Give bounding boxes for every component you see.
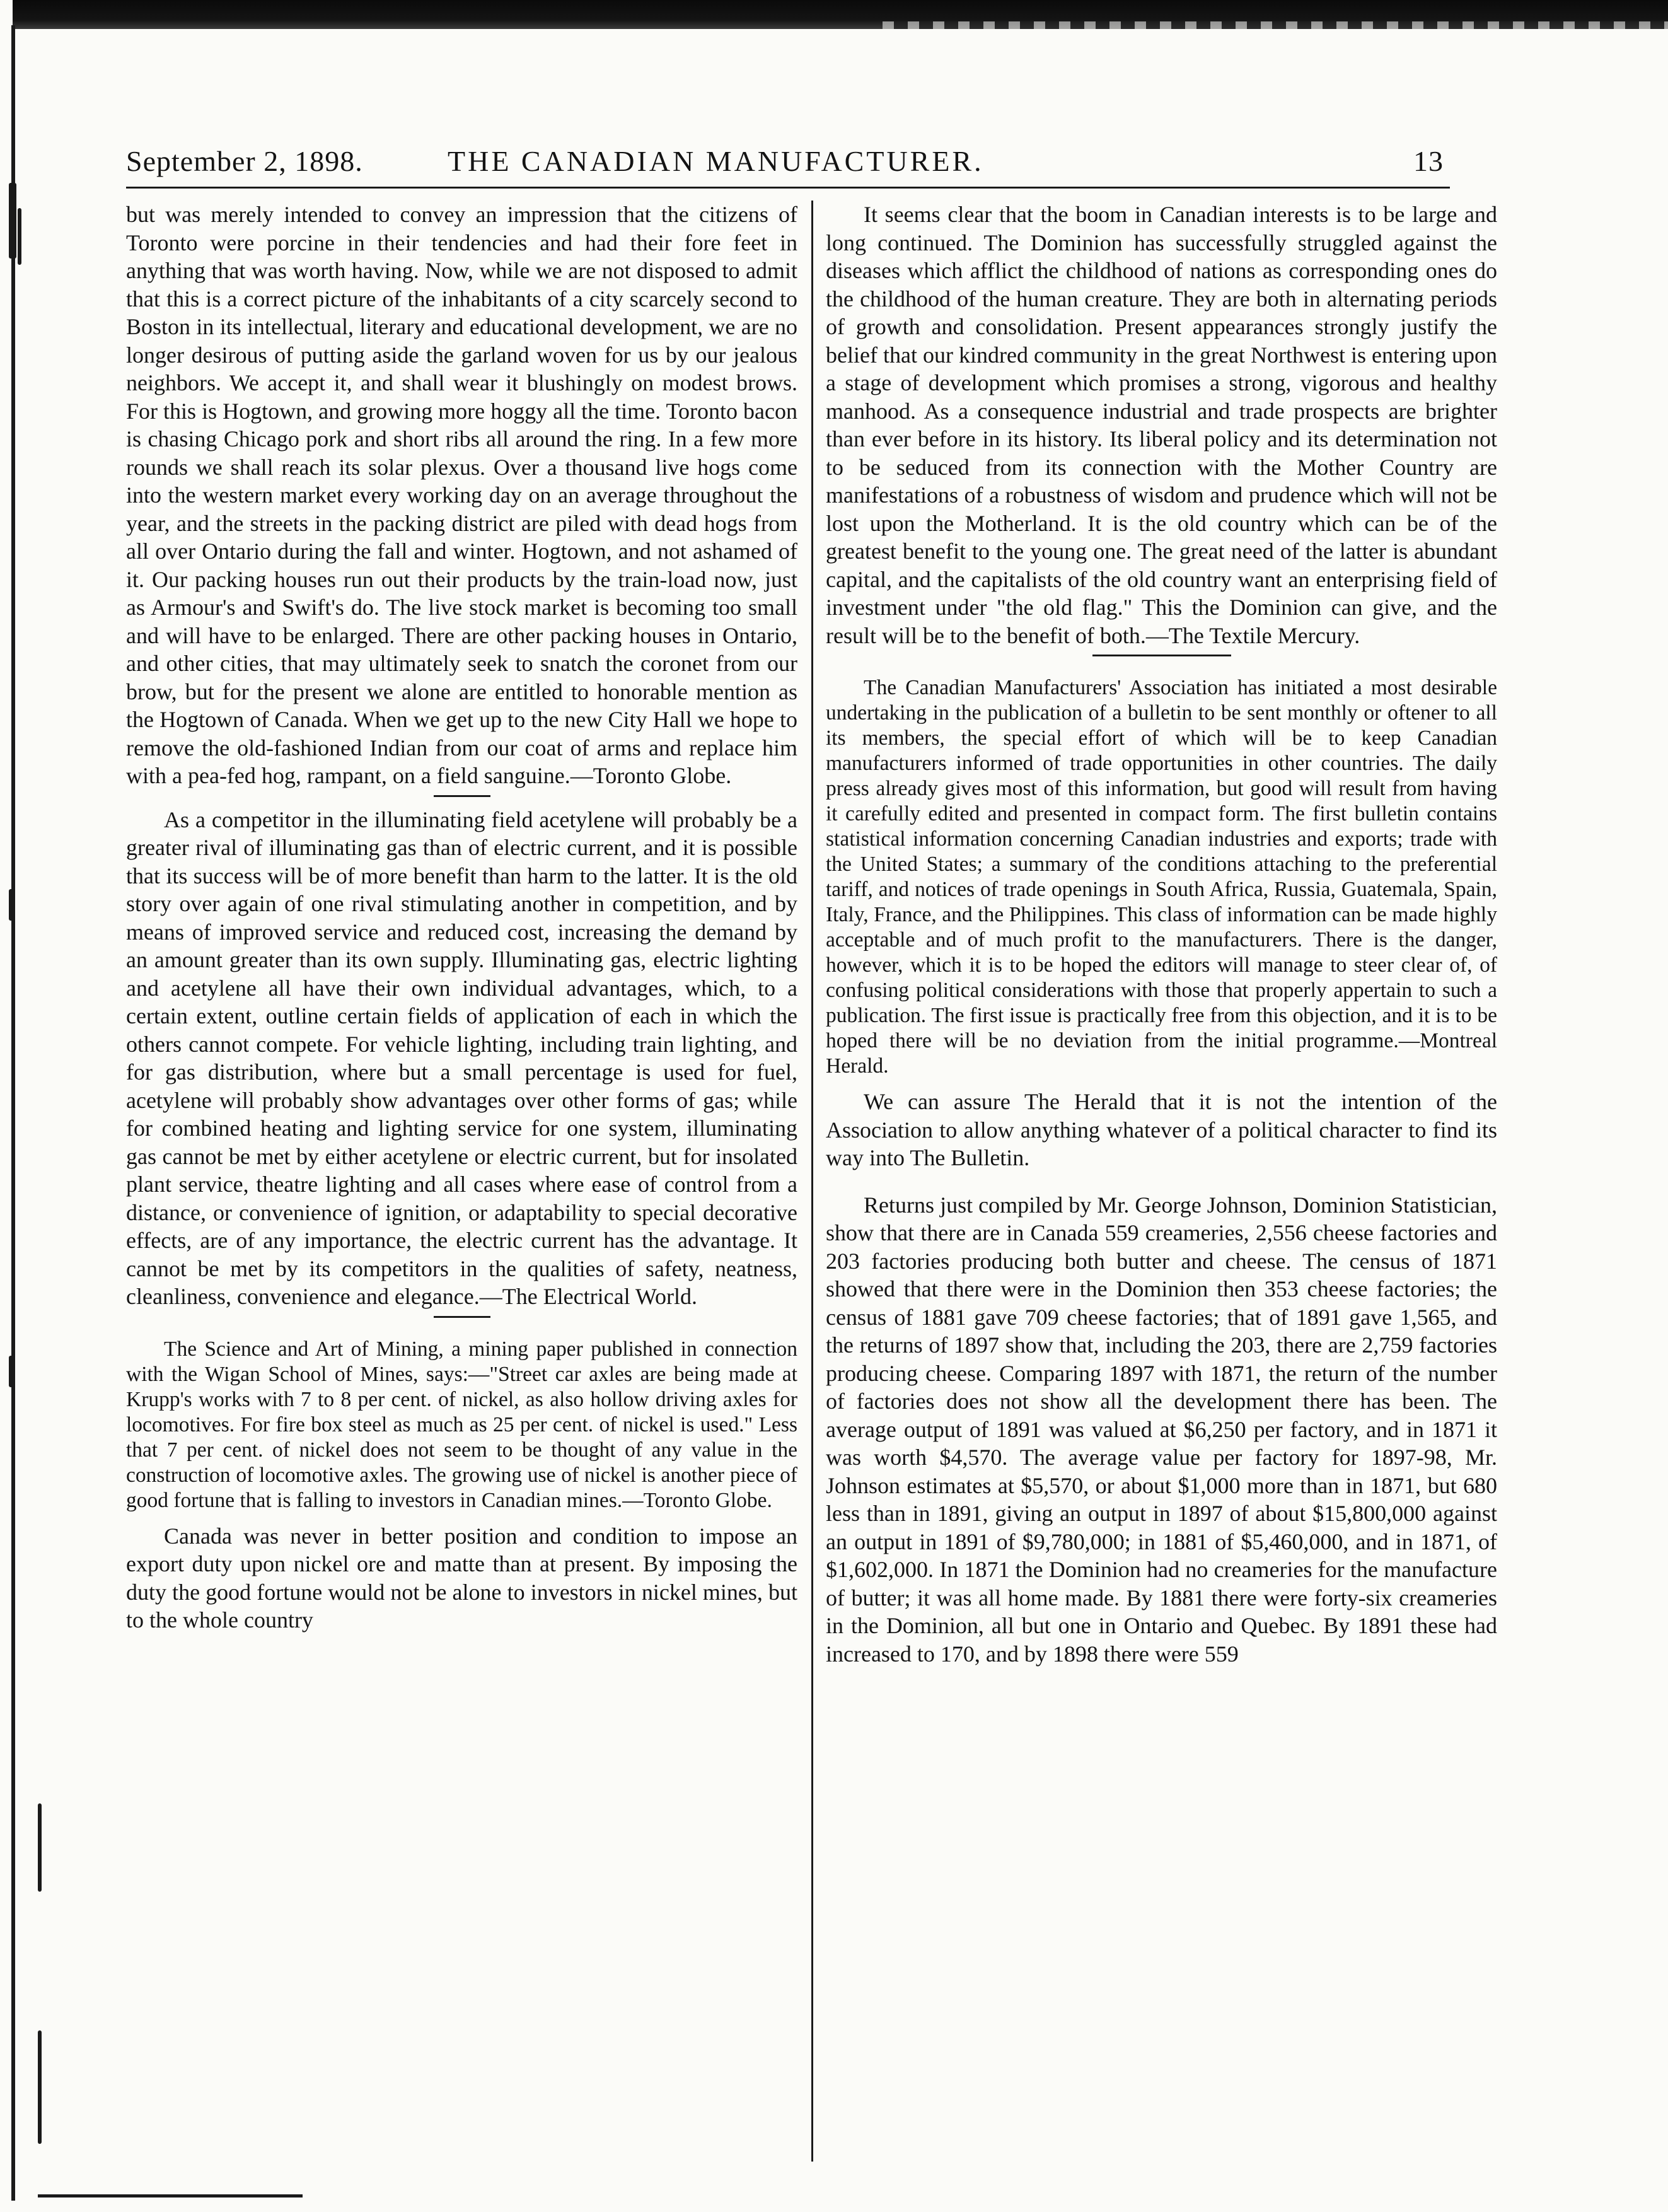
article-divider xyxy=(434,795,490,797)
article-divider xyxy=(434,1316,490,1318)
article-divider xyxy=(1092,655,1231,656)
article-creameries-cheese: Returns just compiled by Mr. George Johnson, Dominion Statistician, show that there are in Canada 559 creameries, 2,556 cheese factories and 203 factories producing both butter and cheese. The census of 1871 showed that there were in the Dominion then 353 cheese factories; the census of 1881 gave 709 cheese factories; that of 1891 gave 1,565, and the returns of 1897 show that, including the 203, there are 2,759 factories producing cheese. Comparing 1897 with 1871, the return of the number of factories does not show all the development there has been. The average output of 1891 was valued at $6,250 per factory, and in 1871 it was worth $4,570. The average value per factory for 1897-98, Mr. Johnson estimates at $5,570, or about $1,000 more than in 1871, but 680 less than in 1891, giving an output in 1897 of about $15,800,000 against an output in 1891 of $9,780,000; in 1881 of $5,460,000, and in 1871, of $1,602,000. In 1871 the Dominion had no creameries for the manufacture of butter; it was all home made. By 1881 there were forty-six creameries in the Dominion, all but one in Ontario and Quebec. By 1891 these had increased to 170, and by 1898 there were 559 xyxy=(826,1192,1497,1667)
scan-edge-mark xyxy=(38,1803,42,1892)
header-rule xyxy=(126,187,1450,189)
scan-edge-mark xyxy=(38,2030,42,2144)
article-hogtown: but was merely intended to convey an impression that the citizens of Toronto were porcine in their tendencies and had their fore feet in anything that was worth having. Now, while we are not disposed to admit that this is a correct picture of the inhabitants of a city scarcely second to Boston in its intellectual, literary and educational development, we are no longer desirous of putting aside the garland woven for us by our jealous neighbors. We accept it, and shall wear it blushingly on modest brows. For this is Hogtown, and growing more hoggy all the time. Toronto bacon is chasing Chicago pork and short ribs all around the ring. In a few more rounds we shall reach its solar plexus. Over a thousand live hogs come into the western market every working day on an average throughout the year, and the streets in the packing district are piled with dead hogs from all over Ontario during the fall and winter. Hogtown, and not ashamed of it. Our packing houses run out their products by the train-load now, just as Armour's and Swift's do. The live stock market is becoming too small and will have to be enlarged. There are other packing houses in Ontario, and other cities, that may ultimately seek to snatch the coronet from our brow, but for the present we alone are entitled to honorable mention as the Hogtown of Canada. When we get up to the new City Hall we hope to remove the old-fashioned Indian from our coat of arms and replace him with a pea-fed hog, rampant, on a field sanguine.—Toronto Globe. xyxy=(126,202,797,788)
article-canadian-boom: It seems clear that the boom in Canadian interests is to be large and long continued. The Dominion has successfully struggled against the diseases which afflict the childhood of nations as corresponding ones do the childhood of the human creature. They are both in alternating periods of growth and consolidation. Present appearances strongly justify the belief that our kindred community in the great Northwest is entering upon a stage of development which promises a strong, vigorous and healthy manhood. As a consequence industrial and trade prospects are brighter than ever before in its history. Its liberal policy and its determination not to be seduced from its connection with the Mother Country are manifestations of a robustness of wisdom and prudence which will not be lost upon the Motherland. It is the old country which can be of the greatest benefit to the young one. The great need of the latter is abundant capital, and the capitalists of the old country want an enterprising field of investment under "the old flag." This the Dominion can give, and the result will be to the benefit of both.—The Textile Mercury. xyxy=(826,202,1497,648)
article-nickel-export-duty: Canada was never in better position and condition to impose an export duty upon nickel ore and matte than at present. By imposing the duty the good fortune would not be alone to investors in nickel mines, but to the whole country xyxy=(126,1523,797,1633)
scan-edge-mark xyxy=(18,208,21,265)
article-nickel-axles: The Science and Art of Mining, a mining paper published in connection with the Wigan School of Mines, says:—"Street car axles are being made at Krupp's works with 7 to 8 per cent. of nickel, as also hollow driving axles for locomotives. For fire box steel as much as 25 per cent. of nickel is used." Less that 7 per cent. of nickel does not seem to be thought of any value in the construction of locomotive axles. The growing use of nickel is another piece of good fortune that is falling to investors in Canadian mines.—Toronto Globe. xyxy=(126,1337,797,1512)
issue-date: September 2, 1898. xyxy=(126,145,363,177)
scan-top-border-fade xyxy=(883,21,1668,29)
scan-edge-mark xyxy=(9,889,15,921)
scan-edge-mark xyxy=(9,1356,15,1387)
left-column xyxy=(126,201,797,2168)
article-herald-reply: We can assure The Herald that it is not the intention of the Association to allow anything whatever of a political character to find its way into The Bulletin. xyxy=(826,1089,1497,1170)
masthead-title: THE CANADIAN MANUFACTURER. xyxy=(448,145,984,177)
scan-left-margin-line xyxy=(11,25,15,2201)
scan-edge-mark xyxy=(9,183,16,259)
page-number: 13 xyxy=(1413,145,1444,177)
scan-bottom-rule xyxy=(38,2194,303,2197)
page-header xyxy=(126,140,1444,183)
article-acetylene: As a competitor in the illuminating field acetylene will probably be a greater rival of illuminating gas than of electric current, and it is possible that its success will be of more benefit than harm to the latter. It is the old story over again of one rival stimulating another in competition, and by means of improved service and reduced cost, increasing the demand by an amount greater than its own supply. Illuminating gas, electric lighting and acetylene all have their own individual advantages, which, to a certain extent, outline certain fields of application of each in which the others cannot compete. For vehicle lighting, including train lighting, and for gas distribution, where but a small percentage is used for fuel, acetylene will probably show advantages over other forms of gas; while for combined heating and lighting service for one system, illuminating gas cannot be met by either acetylene or electric current, but for insolated plant service, theatre lighting and all cases where ease of control from a distance, or convenience of ignition, or adaptability to special decorative effects, are of any importance, the electric current has the advantage. It cannot be met by its competitors in the qualities of safety, neatness, cleanliness, convenience and elegance.—The Electrical World. xyxy=(126,806,797,1309)
article-manufacturers-bulletin: The Canadian Manufacturers' Association has initiated a most desirable undertaking in the publication of a bulletin to be sent monthly or oftener to all its members, the special effort of which will be to keep Canadian manufacturers informed of trade opportunities in other countries. The daily press already gives most of this information, but good will result from having it carefully edited and presented in compact form. The first bulletin contains statistical information concerning Canadian industries and exports; trade with the United States; a summary of the conditions attaching to the preferential tariff, and notices of trade openings in South Africa, Russia, Guatemala, Spain, Italy, France, and the Philippines. This class of information can be made highly acceptable and of much profit to the manufacturers. There is the danger, however, which it is to be hoped the editors will manage to steer clear of, of confusing political considerations with those that properly appertain to such a publication. The first issue is practically free from this objection, and it is to be hoped there will be no deviation from the initial programme.—Montreal Herald. xyxy=(826,676,1497,1078)
right-column xyxy=(826,201,1497,2168)
column-rule xyxy=(811,201,813,2162)
